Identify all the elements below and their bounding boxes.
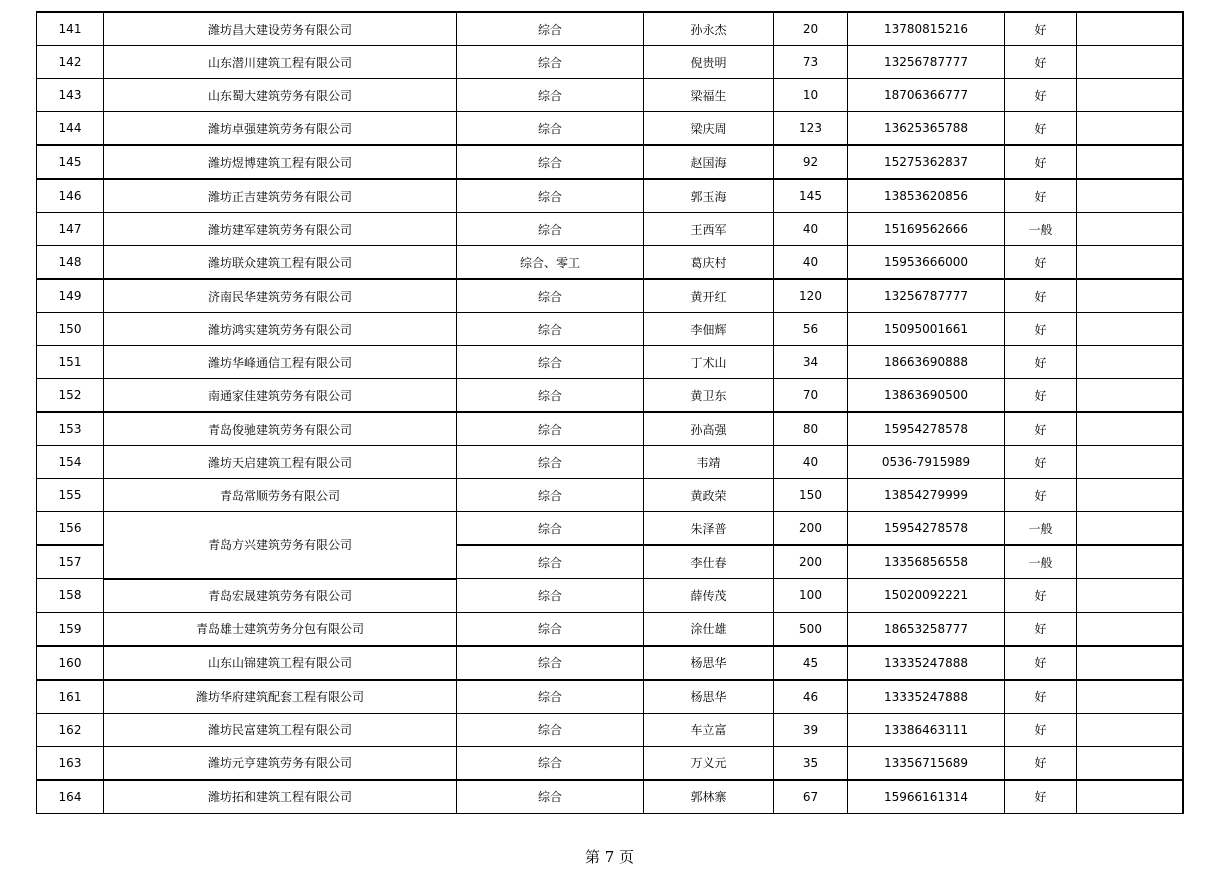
row-number: 155 <box>37 479 104 512</box>
table-row <box>37 213 1183 246</box>
remark <box>1077 746 1183 780</box>
worker-count: 120 <box>774 279 848 313</box>
rating: 好 <box>1005 112 1077 146</box>
contact-person: 黄卫东 <box>644 379 774 413</box>
rating: 好 <box>1005 279 1077 313</box>
company-name: 山东山锦建筑工程有限公司 <box>104 646 457 680</box>
company-name: 潍坊华府建筑配套工程有限公司 <box>104 680 457 714</box>
work-type: 综合 <box>457 279 644 313</box>
phone-number: 13256787777 <box>848 279 1005 313</box>
phone-number: 15954278578 <box>848 512 1005 546</box>
row-number: 143 <box>37 79 104 112</box>
phone-number: 15953666000 <box>848 246 1005 280</box>
contact-person: 李仕春 <box>644 545 774 579</box>
worker-count: 100 <box>774 579 848 613</box>
table-row <box>37 412 1183 446</box>
phone-number: 15275362837 <box>848 145 1005 179</box>
remark <box>1077 646 1183 680</box>
worker-count: 500 <box>774 612 848 646</box>
table-row <box>37 79 1183 112</box>
rating: 好 <box>1005 412 1077 446</box>
remark <box>1077 12 1183 46</box>
rating: 好 <box>1005 612 1077 646</box>
contractor-table <box>36 11 1184 814</box>
rating: 好 <box>1005 346 1077 379</box>
worker-count: 92 <box>774 145 848 179</box>
contact-person: 涂仕雄 <box>644 612 774 646</box>
worker-count: 200 <box>774 512 848 546</box>
row-number: 146 <box>37 179 104 213</box>
remark <box>1077 346 1183 379</box>
row-number: 142 <box>37 46 104 79</box>
worker-count: 150 <box>774 479 848 512</box>
table-row <box>37 46 1183 79</box>
contact-person: 万义元 <box>644 746 774 780</box>
table-row <box>37 479 1183 512</box>
phone-number: 15020092221 <box>848 579 1005 613</box>
worker-count: 80 <box>774 412 848 446</box>
work-type: 综合 <box>457 746 644 780</box>
contact-person: 郭林寨 <box>644 780 774 814</box>
rating: 一般 <box>1005 545 1077 579</box>
rating: 好 <box>1005 79 1077 112</box>
row-number: 152 <box>37 379 104 413</box>
worker-count: 200 <box>774 545 848 579</box>
worker-count: 20 <box>774 12 848 46</box>
row-number: 157 <box>37 545 104 579</box>
table-row <box>37 12 1183 46</box>
rating: 好 <box>1005 46 1077 79</box>
remark <box>1077 246 1183 280</box>
work-type: 综合 <box>457 713 644 746</box>
rating: 好 <box>1005 646 1077 680</box>
phone-number: 18653258777 <box>848 612 1005 646</box>
row-number: 158 <box>37 579 104 613</box>
work-type: 综合 <box>457 12 644 46</box>
phone-number: 13853620856 <box>848 179 1005 213</box>
remark <box>1077 46 1183 79</box>
company-name: 潍坊煜博建筑工程有限公司 <box>104 145 457 179</box>
phone-number: 15169562666 <box>848 213 1005 246</box>
phone-number: 13335247888 <box>848 646 1005 680</box>
contact-person: 韦靖 <box>644 446 774 479</box>
company-name: 济南民华建筑劳务有限公司 <box>104 279 457 313</box>
contact-person: 车立富 <box>644 713 774 746</box>
row-number: 145 <box>37 145 104 179</box>
company-name: 潍坊华峰通信工程有限公司 <box>104 346 457 379</box>
contact-person: 郭玉海 <box>644 179 774 213</box>
work-type: 综合 <box>457 512 644 546</box>
worker-count: 46 <box>774 680 848 714</box>
work-type: 综合 <box>457 579 644 613</box>
rating: 好 <box>1005 313 1077 346</box>
company-name: 潍坊建军建筑劳务有限公司 <box>104 213 457 246</box>
table-row <box>37 112 1183 146</box>
row-number: 148 <box>37 246 104 280</box>
work-type: 综合 <box>457 479 644 512</box>
remark <box>1077 112 1183 146</box>
phone-number: 13863690500 <box>848 379 1005 413</box>
contact-person: 李佃辉 <box>644 313 774 346</box>
row-number: 154 <box>37 446 104 479</box>
company-name: 潍坊正吉建筑劳务有限公司 <box>104 179 457 213</box>
rating: 好 <box>1005 780 1077 814</box>
remark <box>1077 479 1183 512</box>
rating: 好 <box>1005 713 1077 746</box>
worker-count: 40 <box>774 213 848 246</box>
row-number: 147 <box>37 213 104 246</box>
row-number: 160 <box>37 646 104 680</box>
work-type: 综合 <box>457 680 644 714</box>
work-type: 综合 <box>457 780 644 814</box>
worker-count: 10 <box>774 79 848 112</box>
row-number: 163 <box>37 746 104 780</box>
contact-person: 梁庆周 <box>644 112 774 146</box>
rating: 好 <box>1005 446 1077 479</box>
phone-number: 0536-7915989 <box>848 446 1005 479</box>
rating: 好 <box>1005 579 1077 613</box>
table-row <box>37 279 1183 313</box>
row-number: 153 <box>37 412 104 446</box>
phone-number: 15966161314 <box>848 780 1005 814</box>
worker-count: 45 <box>774 646 848 680</box>
company-name: 潍坊元亨建筑劳务有限公司 <box>104 746 457 780</box>
remark <box>1077 579 1183 613</box>
company-name: 潍坊联众建筑工程有限公司 <box>104 246 457 280</box>
phone-number: 18706366777 <box>848 79 1005 112</box>
remark <box>1077 213 1183 246</box>
table-row <box>37 746 1183 780</box>
phone-number: 13356715689 <box>848 746 1005 780</box>
contact-person: 倪贵明 <box>644 46 774 79</box>
work-type: 综合 <box>457 545 644 579</box>
worker-count: 35 <box>774 746 848 780</box>
remark <box>1077 713 1183 746</box>
work-type: 综合 <box>457 612 644 646</box>
worker-count: 123 <box>774 112 848 146</box>
worker-count: 145 <box>774 179 848 213</box>
row-number: 161 <box>37 680 104 714</box>
company-name: 山东蜀大建筑劳务有限公司 <box>104 79 457 112</box>
phone-number: 13780815216 <box>848 12 1005 46</box>
work-type: 综合 <box>457 179 644 213</box>
rating: 好 <box>1005 246 1077 280</box>
row-number: 149 <box>37 279 104 313</box>
rating: 好 <box>1005 680 1077 714</box>
table-row <box>37 646 1183 680</box>
work-type: 综合 <box>457 145 644 179</box>
rating: 好 <box>1005 12 1077 46</box>
rating: 好 <box>1005 379 1077 413</box>
company-name: 青岛俊驰建筑劳务有限公司 <box>104 412 457 446</box>
work-type: 综合 <box>457 346 644 379</box>
work-type: 综合 <box>457 379 644 413</box>
remark <box>1077 179 1183 213</box>
worker-count: 73 <box>774 46 848 79</box>
company-name: 潍坊昌大建设劳务有限公司 <box>104 12 457 46</box>
table-row <box>37 713 1183 746</box>
contact-person: 杨思华 <box>644 680 774 714</box>
contact-person: 孙高强 <box>644 412 774 446</box>
table-row <box>37 446 1183 479</box>
row-number: 151 <box>37 346 104 379</box>
row-number: 141 <box>37 12 104 46</box>
company-name: 青岛雄士建筑劳务分包有限公司 <box>104 612 457 646</box>
remark <box>1077 680 1183 714</box>
rating: 好 <box>1005 479 1077 512</box>
table-row <box>37 179 1183 213</box>
work-type: 综合 <box>457 112 644 146</box>
remark <box>1077 145 1183 179</box>
company-name: 潍坊拓和建筑工程有限公司 <box>104 780 457 814</box>
rating: 好 <box>1005 746 1077 780</box>
contact-person: 王西军 <box>644 213 774 246</box>
worker-count: 34 <box>774 346 848 379</box>
row-number: 156 <box>37 512 104 546</box>
remark <box>1077 446 1183 479</box>
contact-person: 朱泽普 <box>644 512 774 546</box>
remark <box>1077 512 1183 546</box>
work-type: 综合 <box>457 412 644 446</box>
phone-number: 15954278578 <box>848 412 1005 446</box>
phone-number: 15095001661 <box>848 313 1005 346</box>
worker-count: 67 <box>774 780 848 814</box>
contact-person: 黄政荣 <box>644 479 774 512</box>
remark <box>1077 612 1183 646</box>
contact-person: 黄开红 <box>644 279 774 313</box>
rating: 一般 <box>1005 512 1077 546</box>
table-row <box>37 780 1183 814</box>
company-name: 潍坊天启建筑工程有限公司 <box>104 446 457 479</box>
table-row <box>37 313 1183 346</box>
table-row <box>37 246 1183 280</box>
phone-number: 13386463111 <box>848 713 1005 746</box>
contact-person: 孙永杰 <box>644 12 774 46</box>
remark <box>1077 313 1183 346</box>
row-number: 162 <box>37 713 104 746</box>
row-number: 159 <box>37 612 104 646</box>
page-number: 第 7 页 <box>584 848 635 866</box>
remark <box>1077 780 1183 814</box>
work-type: 综合 <box>457 313 644 346</box>
worker-count: 70 <box>774 379 848 413</box>
phone-number: 13256787777 <box>848 46 1005 79</box>
company-name: 潍坊民富建筑工程有限公司 <box>104 713 457 746</box>
phone-number: 18663690888 <box>848 346 1005 379</box>
remark <box>1077 79 1183 112</box>
work-type: 综合 <box>457 446 644 479</box>
remark <box>1077 412 1183 446</box>
worker-count: 56 <box>774 313 848 346</box>
work-type: 综合 <box>457 46 644 79</box>
work-type: 综合 <box>457 213 644 246</box>
worker-count: 40 <box>774 246 848 280</box>
phone-number: 13356856558 <box>848 545 1005 579</box>
row-number: 150 <box>37 313 104 346</box>
table-row <box>37 680 1183 714</box>
contact-person: 赵国海 <box>644 145 774 179</box>
company-name: 南通家佳建筑劳务有限公司 <box>104 379 457 413</box>
contact-person: 薛传茂 <box>644 579 774 613</box>
remark <box>1077 279 1183 313</box>
worker-count: 40 <box>774 446 848 479</box>
table-row <box>37 145 1183 179</box>
company-name: 青岛常顺劳务有限公司 <box>104 479 457 512</box>
company-name: 青岛方兴建筑劳务有限公司 <box>104 512 457 579</box>
company-name: 山东潜川建筑工程有限公司 <box>104 46 457 79</box>
worker-count: 39 <box>774 713 848 746</box>
table-row <box>37 512 1183 546</box>
rating: 好 <box>1005 145 1077 179</box>
row-number: 164 <box>37 780 104 814</box>
work-type: 综合 <box>457 646 644 680</box>
table-row <box>37 579 1183 613</box>
remark <box>1077 379 1183 413</box>
work-type: 综合、零工 <box>457 246 644 280</box>
rating: 一般 <box>1005 213 1077 246</box>
contact-person: 杨思华 <box>644 646 774 680</box>
company-name: 潍坊卓强建筑劳务有限公司 <box>104 112 457 146</box>
contact-person: 梁福生 <box>644 79 774 112</box>
phone-number: 13854279999 <box>848 479 1005 512</box>
contact-person: 丁术山 <box>644 346 774 379</box>
contact-person: 葛庆村 <box>644 246 774 280</box>
phone-number: 13625365788 <box>848 112 1005 146</box>
company-name: 潍坊鸿实建筑劳务有限公司 <box>104 313 457 346</box>
table-row <box>37 346 1183 379</box>
phone-number: 13335247888 <box>848 680 1005 714</box>
table-row <box>37 612 1183 646</box>
table-row <box>37 379 1183 413</box>
work-type: 综合 <box>457 79 644 112</box>
company-name: 青岛宏晟建筑劳务有限公司 <box>104 579 457 613</box>
rating: 好 <box>1005 179 1077 213</box>
row-number: 144 <box>37 112 104 146</box>
remark <box>1077 545 1183 579</box>
